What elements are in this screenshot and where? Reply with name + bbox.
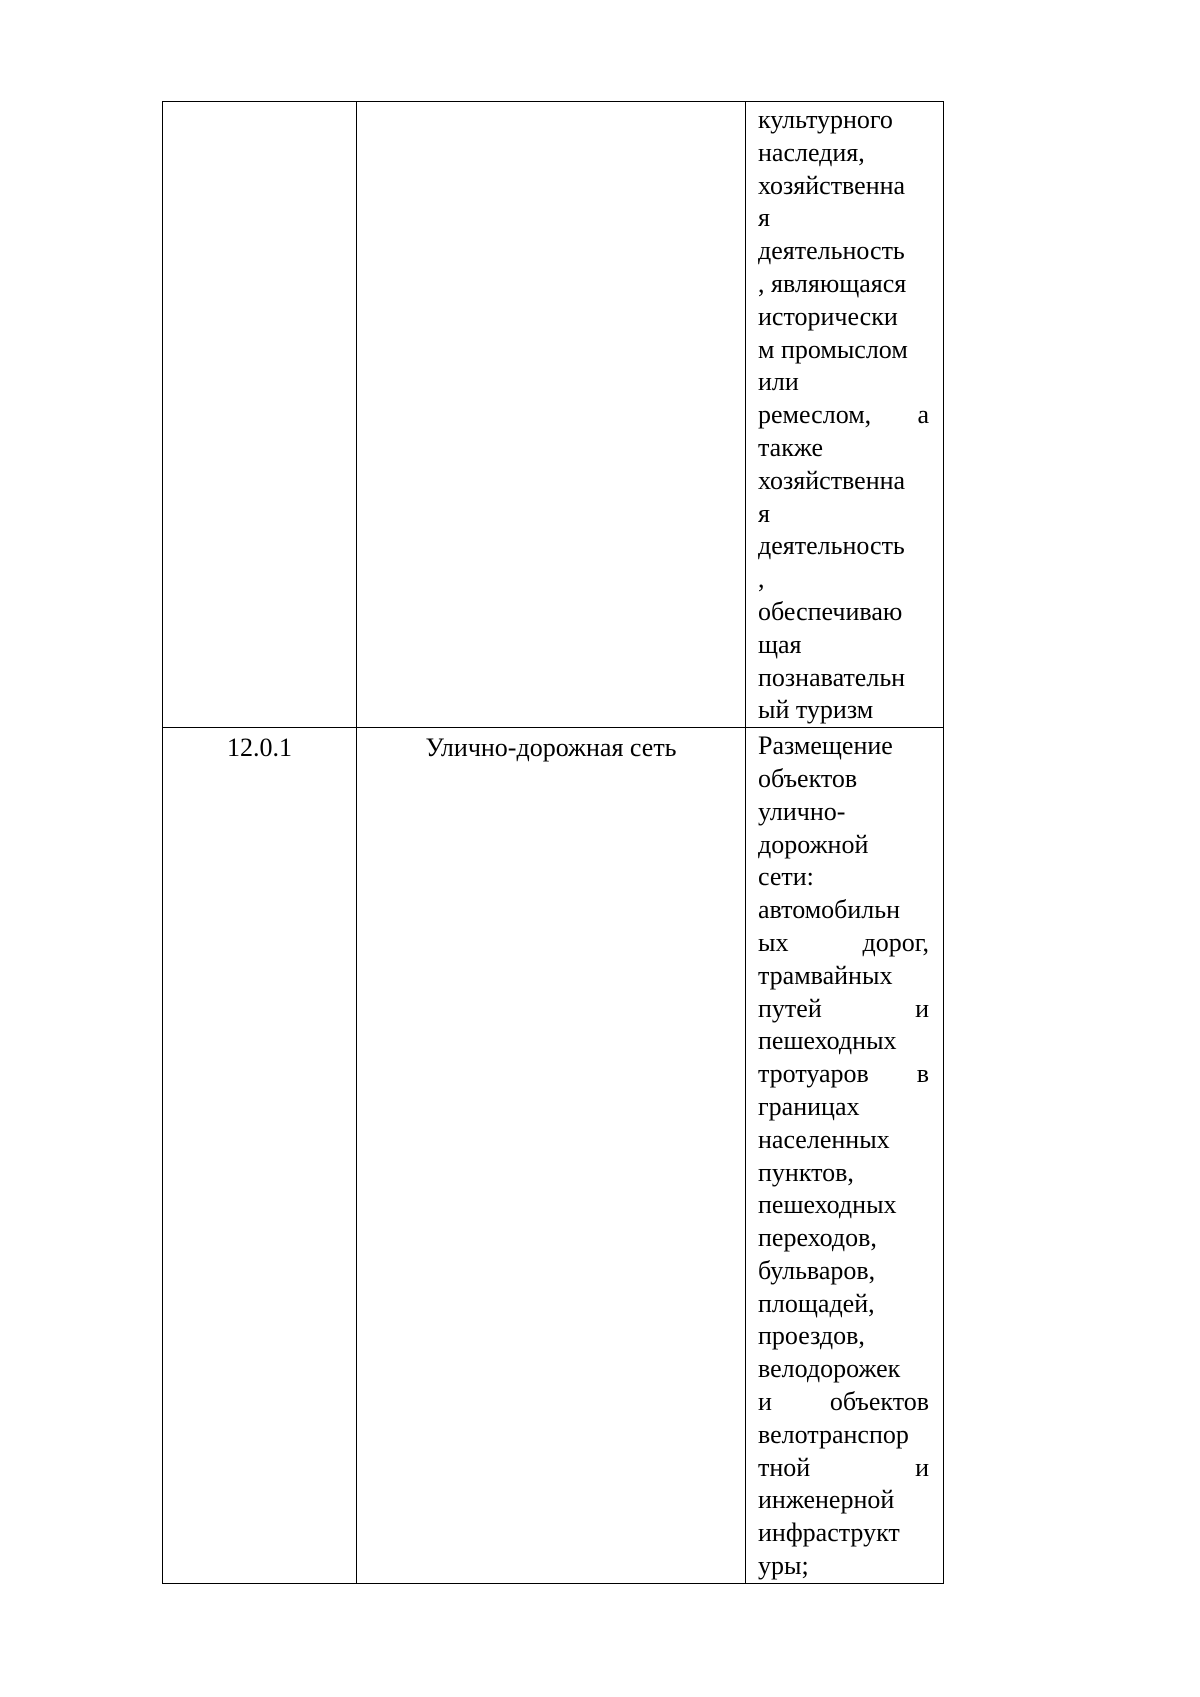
description-line: Размещение	[758, 731, 893, 761]
name-cell	[357, 728, 746, 1584]
description-word: объектов	[829, 1387, 929, 1417]
description-word: путей	[758, 993, 822, 1023]
description-line	[758, 927, 929, 960]
description-line	[758, 993, 929, 1026]
description-text	[746, 102, 943, 727]
description-line: деятельность	[758, 236, 905, 266]
description-line: велотранспор	[758, 1419, 909, 1449]
description-line: ,	[758, 564, 765, 594]
table-row	[163, 102, 944, 728]
description-word: ых	[758, 927, 789, 957]
description-line: познавательн	[758, 662, 906, 692]
description-line: я	[758, 498, 770, 528]
description-line: сети:	[758, 862, 814, 892]
description-line: деятельность	[758, 531, 905, 561]
description-word: в	[916, 1059, 929, 1089]
description-line: инженерной	[758, 1485, 895, 1515]
name-text	[357, 102, 745, 105]
description-line: щая	[758, 629, 802, 659]
description-line: уры;	[758, 1551, 809, 1581]
land-use-table	[162, 101, 944, 1584]
description-word: ремеслом,	[758, 400, 872, 430]
description-line	[758, 1058, 929, 1091]
description-line: м промыслом	[758, 334, 908, 364]
code-text	[163, 102, 356, 105]
code-cell	[163, 102, 357, 728]
description-line: исторически	[758, 301, 898, 331]
description-line: , являющаяся	[758, 268, 907, 298]
description-line: пунктов,	[758, 1157, 854, 1187]
description-word: и	[758, 1387, 772, 1417]
description-line: культурного	[758, 105, 893, 134]
description-line: объектов	[758, 763, 858, 793]
description-line: пешеходных	[758, 1026, 897, 1056]
description-word: и	[915, 1452, 929, 1482]
description-word: дорог,	[862, 927, 929, 957]
description-line: также	[758, 432, 824, 462]
description-line: хозяйственна	[758, 465, 906, 495]
description-line: трамвайных	[758, 960, 893, 990]
description-line: обеспечиваю	[758, 596, 903, 626]
description-line: инфраструкт	[758, 1518, 900, 1548]
description-line: улично-	[758, 796, 846, 826]
description-cell	[746, 728, 944, 1584]
description-line: велодорожек	[758, 1354, 901, 1384]
description-word: а	[917, 400, 929, 430]
description-line	[758, 1386, 929, 1419]
code-text: 12.0.1	[227, 733, 292, 763]
description-line: площадей,	[758, 1288, 875, 1318]
description-line: ый туризм	[758, 695, 874, 725]
description-line: хозяйственна	[758, 170, 906, 200]
description-word: тной	[758, 1452, 811, 1482]
code-cell	[163, 728, 357, 1584]
description-line: или	[758, 367, 799, 397]
description-line: бульваров,	[758, 1255, 876, 1285]
description-line: я	[758, 203, 770, 233]
description-cell	[746, 102, 944, 728]
table-row	[163, 728, 944, 1584]
description-text	[746, 728, 943, 1583]
description-line: наследия,	[758, 137, 865, 167]
description-line: переходов,	[758, 1223, 877, 1253]
description-line	[758, 1452, 929, 1485]
description-line: проездов,	[758, 1321, 865, 1351]
description-word: тротуаров	[758, 1059, 869, 1089]
description-line: дорожной	[758, 829, 869, 859]
description-line: автомобильн	[758, 895, 901, 925]
description-line: границах	[758, 1091, 860, 1121]
description-line: пешеходных	[758, 1190, 897, 1220]
description-line: населенных	[758, 1124, 890, 1154]
description-word: и	[915, 993, 929, 1023]
name-cell	[357, 102, 746, 728]
description-line	[758, 399, 929, 432]
name-text: Улично-дорожная сеть	[425, 733, 677, 763]
